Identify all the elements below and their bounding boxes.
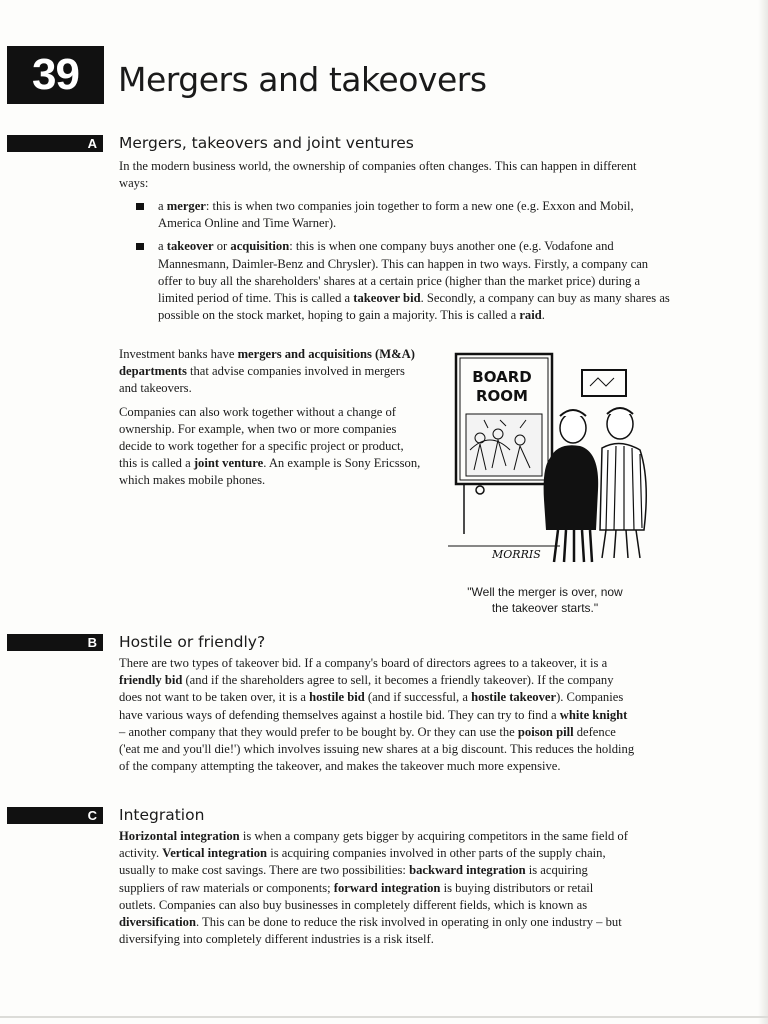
man-striped-suit	[600, 408, 646, 558]
key-term: joint venture	[193, 456, 264, 471]
para-text: Investment banks have	[119, 347, 238, 361]
key-term: raid	[519, 308, 542, 323]
section-a-intro: In the modern business world, the ownership of companies often changes. This can happen in different ways:	[119, 159, 637, 191]
para-text: (and if the shareholders agree to sell, it becomes a friendly takeover). If the company does not want to be taken over, it is a	[119, 673, 614, 705]
bullet-text: or	[213, 239, 231, 254]
key-term: acquisition	[230, 239, 290, 254]
bullet-text: .	[541, 308, 545, 323]
ma-paragraph	[119, 346, 424, 398]
bullet-text: . Secondly, a company can buy as many shares as possible on the stock market, hoping to gain a majority. This is called a	[158, 291, 670, 323]
para-text: is acquiring suppliers of raw materials or components;	[119, 863, 588, 895]
para-text: is acquiring companies involved in other parts of the supply chain, usually to make cost savings. There are two possibilities:	[119, 846, 606, 878]
key-term: hostile takeover	[471, 690, 557, 705]
key-term: diversification	[119, 915, 196, 930]
section-c-paragraph	[119, 828, 631, 948]
section-b-letter: B	[87, 635, 97, 650]
para-text: . An example is Sony Ericsson, which makes mobile phones.	[119, 456, 421, 488]
page-edge-shadow	[758, 0, 768, 1024]
key-term: backward integration	[409, 863, 526, 878]
para-text: . This can be done to reduce the risk involved in operating in only one industry – but diversifying into completely different industries is a risk itself.	[119, 915, 622, 947]
section-c-letter: C	[87, 808, 97, 823]
joint-venture-paragraph	[119, 404, 424, 490]
section-c-bar	[7, 807, 103, 824]
para-text: defence ('eat me and you'll die!') which involves issuing new shares at a big discount. This reduces the holding of the company attempting the takeover, and makes the takeover much more expensive.	[119, 724, 635, 774]
key-term: merger	[166, 199, 206, 213]
section-a-left-column	[119, 346, 424, 496]
bullet-text: a	[158, 239, 167, 254]
unit-number: 39	[7, 46, 104, 104]
key-term: Vertical integration	[162, 846, 268, 861]
key-term: mergers and acquisitions (M&A) departments	[119, 347, 415, 379]
section-b-title: Hostile or friendly?	[119, 633, 266, 651]
page-bottom-edge	[0, 1016, 768, 1018]
section-a-title: Mergers, takeovers and joint ventures	[119, 134, 414, 152]
section-b-bar	[7, 634, 103, 651]
para-text: ). Companies have various ways of defending themselves against a hostile bid. They can try to find a	[119, 690, 624, 722]
bullet-square-icon	[136, 203, 144, 210]
para-text: (and if successful, a	[364, 690, 472, 705]
caption-line-1: "Well the merger is over, now	[467, 585, 623, 599]
para-text: is when a company gets bigger by acquiring competitors in the same field of activity.	[119, 829, 628, 861]
key-term: hostile bid	[309, 690, 365, 705]
section-a-bullet-list	[136, 198, 674, 330]
key-term: Horizontal integration	[119, 829, 240, 843]
cartoon-caption	[440, 584, 650, 616]
bullet-merger	[136, 198, 674, 232]
para-text: is buying distributors or retail outlets. Companies can also buy businesses in completely different fields, which is known as	[119, 880, 594, 912]
bullet-square-icon	[136, 243, 144, 250]
unit-header	[7, 46, 487, 104]
key-term: takeover	[166, 239, 214, 254]
cartoonist-signature: MORRIS	[492, 548, 541, 561]
section-c-title: Integration	[119, 806, 205, 824]
section-b-paragraph	[119, 655, 635, 775]
board-sign-text-2: ROOM	[476, 387, 528, 405]
key-term: white knight	[559, 707, 628, 722]
bullet-text: : this is when two companies join together to form a new one (e.g. Exxon and Mobil, America Online and Time Warner).	[158, 199, 634, 231]
unit-title: Mergers and takeovers	[118, 60, 487, 99]
para-text: – another company that they would prefer to be bought by. Or they can use the	[119, 724, 518, 739]
caption-line-2: the takeover starts."	[491, 601, 599, 615]
key-term: poison pill	[517, 724, 574, 739]
section-a-letter: A	[87, 136, 97, 151]
bullet-text: a	[158, 199, 167, 213]
para-text: There are two types of takeover bid. If a company's board of directors agrees to a takeover, it is a	[119, 656, 608, 670]
section-a-bar	[7, 135, 103, 152]
key-term: forward integration	[333, 880, 441, 895]
para-text: that advise companies involved in mergers and takeovers.	[119, 364, 405, 396]
boardroom-cartoon	[440, 350, 660, 570]
para-text: Companies can also work together without a change of ownership. For example, when two or more companies decide to work together for a specific project or product, this is called a	[119, 404, 404, 471]
key-term: takeover bid	[353, 291, 421, 306]
bullet-takeover	[136, 238, 674, 324]
board-sign-text-1: BOARD	[472, 368, 532, 386]
bullet-text: : this is when one company buys another one (e.g. Vodafone and Mannesmann, Daimler-Benz and Chrysler). This can happen in two ways. Firstly, a company can offer to buy all the shareholders' shares at a certain price (higher than the market price) during a limited period of time. This is called a	[158, 239, 649, 306]
key-term: friendly bid	[119, 673, 183, 688]
